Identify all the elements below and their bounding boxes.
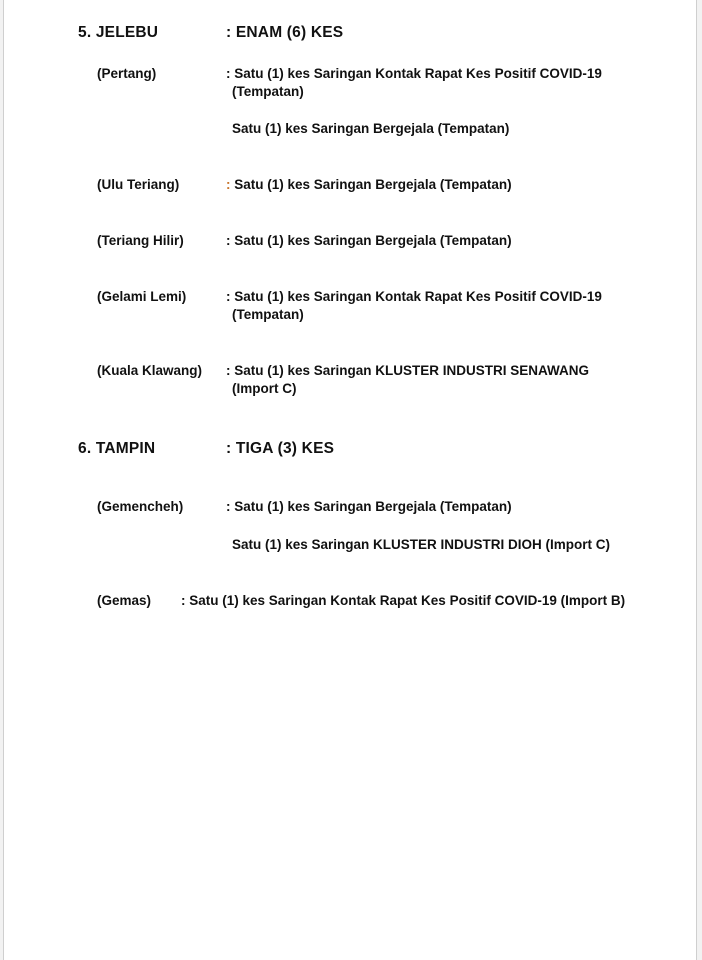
case-line: : Satu (1) kes Saringan Kontak Rapat Kes Positif COVID-19 [226, 66, 602, 81]
case-line: Satu (1) kes Saringan KLUSTER INDUSTRI DIOH (Import C) [232, 537, 611, 552]
area-name: (Gemas) [97, 593, 152, 608]
area-name: (Gelami Lemi) [97, 289, 187, 304]
case-line: (Tempatan) [232, 307, 304, 322]
area-name: (Teriang Hilir) [97, 233, 184, 248]
area-name: (Ulu Teriang) [97, 177, 180, 192]
case-line: Satu (1) kes Saringan Bergejala (Tempatan) [232, 121, 510, 136]
case-line: (Import C) [232, 381, 297, 396]
document-page [3, 0, 697, 960]
case-line: : Satu (1) kes Saringan Bergejala (Tempatan) [226, 233, 512, 248]
area-name: (Kuala Klawang) [97, 363, 203, 378]
case-line: : Satu (1) kes Saringan Kontak Rapat Kes Positif COVID-19 (Import B) [181, 593, 626, 608]
case-text: Satu (1) kes Saringan Bergejala (Tempatan) [230, 177, 512, 192]
district-total: : ENAM (6) KES [226, 24, 344, 41]
case-line [226, 175, 512, 194]
area-name: (Gemencheh) [97, 499, 184, 514]
case-line: : Satu (1) kes Saringan Kontak Rapat Kes Positif COVID-19 [226, 289, 602, 304]
area-name: (Pertang) [97, 66, 157, 81]
case-line: : Satu (1) kes Saringan Bergejala (Tempatan) [226, 499, 512, 514]
colon: : [226, 177, 231, 192]
district-heading: 5. JELEBU [78, 24, 159, 41]
district-total: : TIGA (3) KES [226, 440, 335, 457]
district-heading: 6. TAMPIN [78, 440, 156, 457]
case-line: : Satu (1) kes Saringan KLUSTER INDUSTRI SENAWANG [226, 363, 590, 378]
case-line: (Tempatan) [232, 84, 304, 99]
